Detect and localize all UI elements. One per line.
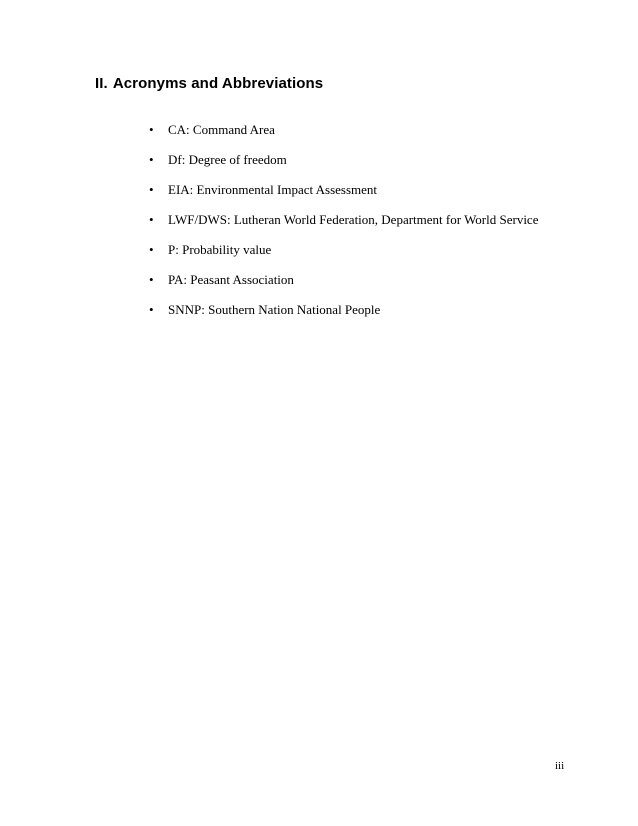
list-item xyxy=(149,271,538,301)
bullet-icon: • xyxy=(149,242,154,257)
list-item xyxy=(149,121,538,151)
section-heading xyxy=(95,75,323,92)
acronym-entry: P: Probability value xyxy=(168,242,272,257)
page-number: iii xyxy=(555,760,565,772)
section-number: II. xyxy=(95,75,108,92)
list-item xyxy=(149,211,538,241)
bullet-icon: • xyxy=(149,272,154,287)
bullet-icon: • xyxy=(149,122,154,137)
acronym-entry: Df: Degree of freedom xyxy=(168,152,287,167)
bullet-icon: • xyxy=(149,302,154,317)
acronym-entry: PA: Peasant Association xyxy=(168,272,294,287)
list-item xyxy=(149,151,538,181)
section-title: Acronyms and Abbreviations xyxy=(112,75,324,92)
bullet-icon: • xyxy=(149,152,154,167)
bullet-icon: • xyxy=(149,212,154,227)
acronym-entry: LWF/DWS: Lutheran World Federation, Department for World Service xyxy=(168,212,539,227)
acronym-entry: EIA: Environmental Impact Assessment xyxy=(168,182,378,197)
list-item xyxy=(149,181,538,211)
acronym-list xyxy=(149,121,538,331)
acronym-entry: CA: Command Area xyxy=(168,122,275,137)
bullet-icon: • xyxy=(149,182,154,197)
list-item xyxy=(149,301,538,331)
acronym-entry: SNNP: Southern Nation National People xyxy=(168,302,381,317)
list-item xyxy=(149,241,538,271)
